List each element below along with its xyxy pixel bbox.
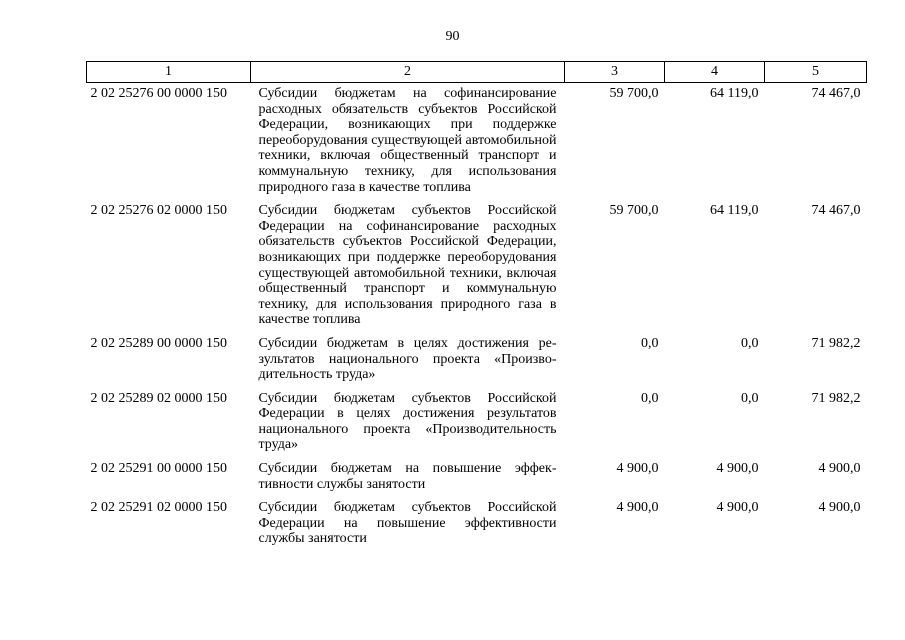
table-row — [87, 496, 867, 551]
budget-revenue-table — [86, 61, 867, 551]
value-col-5: 4 900,0 — [818, 500, 861, 516]
value-col-3: 0,0 — [641, 335, 659, 351]
page-number: 90 — [445, 29, 460, 44]
value-col-3: 59 700,0 — [609, 86, 659, 101]
value-col-4: 64 119,0 — [710, 86, 759, 101]
value-col-5: 74 467,0 — [811, 203, 861, 219]
budget-code: 2 02 25291 00 0000 150 — [90, 461, 227, 477]
column-header-5: 5 — [765, 62, 867, 83]
value-col-5: 71 982,2 — [811, 390, 861, 406]
value-col-3: 4 900,0 — [616, 500, 659, 516]
table-row — [87, 387, 867, 457]
value-col-4: 64 119,0 — [710, 203, 759, 219]
row-description: Субсидии бюджетам в целях достижения результатов национального проекта «Производительность труда» — [258, 335, 557, 383]
column-header-3: 3 — [565, 62, 665, 83]
column-header-2: 2 — [251, 62, 565, 83]
value-col-4: 0,0 — [741, 390, 759, 406]
row-description: Субсидии бюджетам на софинансирование расходных обязательств субъектов Российской Федерации, возникающих при поддержке переоборудования существующей автомобильной техники, включая общественный транспорт и коммунальную технику, для использования природного газа в качестве топлива — [258, 86, 557, 195]
table-header-row — [87, 62, 867, 83]
value-col-5: 71 982,2 — [811, 335, 861, 351]
value-col-4: 4 900,0 — [716, 461, 759, 477]
budget-code: 2 02 25291 02 0000 150 — [90, 500, 227, 516]
value-col-3: 4 900,0 — [616, 461, 659, 477]
budget-code: 2 02 25276 00 0000 150 — [90, 86, 227, 101]
budget-code: 2 02 25289 02 0000 150 — [90, 390, 227, 406]
column-header-4: 4 — [665, 62, 765, 83]
row-description: Субсидии бюджетам субъектов Российской Федерации на повышение эффективности службы занятости — [258, 500, 557, 547]
budget-code: 2 02 25276 02 0000 150 — [90, 203, 227, 219]
table-row — [87, 457, 867, 496]
row-description: Субсидии бюджетам субъектов Российской Федерации в целях достижения результатов национального проекта «Производительность труда» — [258, 390, 557, 453]
value-col-4: 4 900,0 — [716, 500, 759, 516]
budget-code: 2 02 25289 00 0000 150 — [90, 335, 227, 351]
row-description: Субсидии бюджетам субъектов Российской Федерации на софинансирование расходных обязательств субъектов Российской Федерации, возникающих при поддержке переоборудования существующей автомобильной техники, включая общественный транспорт и коммунальную технику, для использования природного газа в качестве топлива — [258, 203, 557, 328]
value-col-5: 4 900,0 — [818, 461, 861, 477]
table-row — [87, 332, 867, 387]
value-col-3: 59 700,0 — [609, 203, 659, 219]
table-row — [87, 83, 867, 200]
value-col-4: 0,0 — [741, 335, 759, 351]
column-header-1: 1 — [87, 62, 251, 83]
value-col-5: 74 467,0 — [811, 86, 861, 101]
table-row — [87, 199, 867, 332]
value-col-3: 0,0 — [641, 390, 659, 406]
row-description: Субсидии бюджетам на повышение эффективности службы занятости — [258, 461, 557, 492]
